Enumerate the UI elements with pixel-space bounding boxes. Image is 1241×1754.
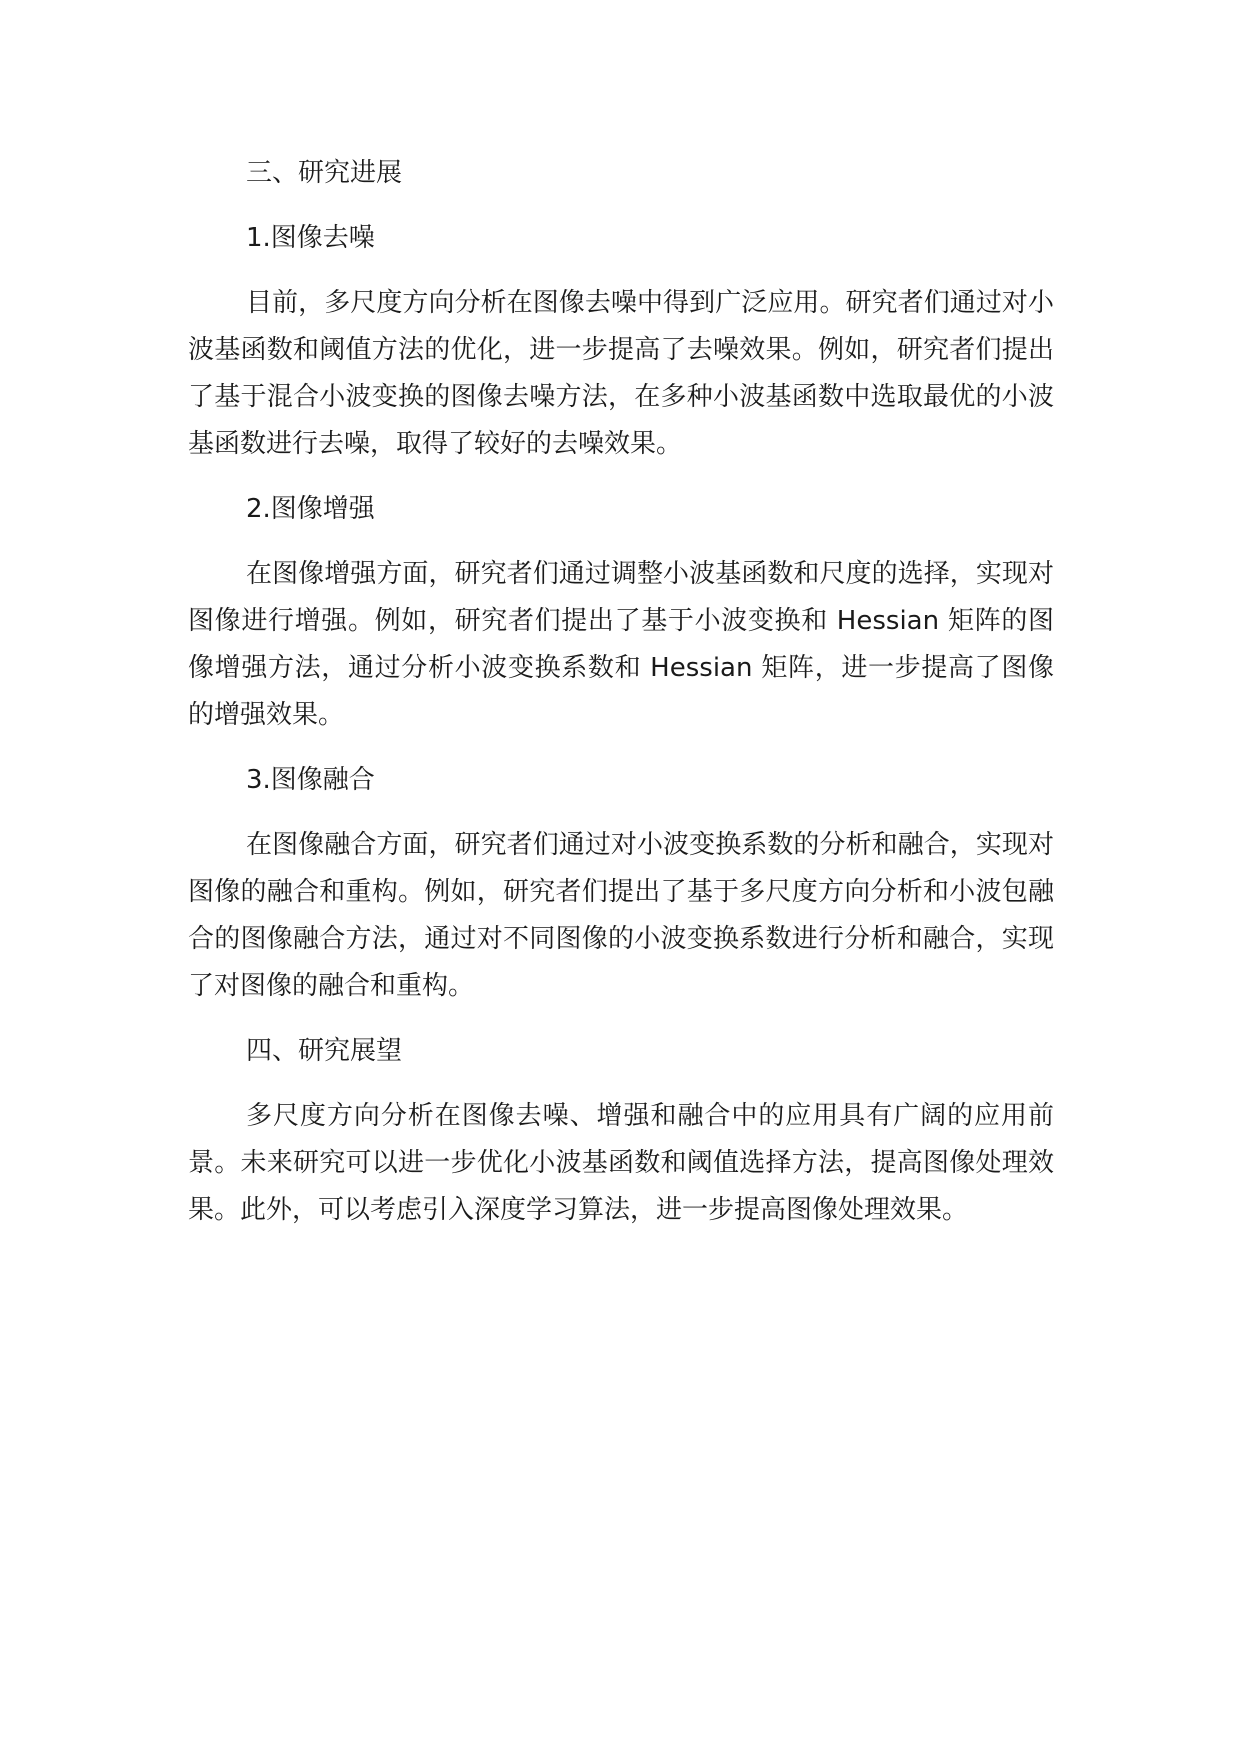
subsection-title-fusion: 3.图像融合 [246, 765, 375, 795]
paragraph-denoising: 目前，多尺度方向分析在图像去噪中得到广泛应用。研究者们通过对小波基函数和阈值方法的优化，进一步提高了去噪效果。例如，研究者们提出了基于混合小波变换的图像去噪方法，在多种小波基函数中选取最优的小波基函数进行去噪，取得了较好的去噪效果。 [188, 288, 1054, 459]
paragraph-fusion: 在图像融合方面，研究者们通过对小波变换系数的分析和融合，实现对图像的融合和重构。例如，研究者们提出了基于多尺度方向分析和小波包融合的图像融合方法，通过对不同图像的小波变换系数进行分析和融合，实现了对图像的融合和重构。 [188, 830, 1054, 1001]
subsection-title-denoising: 1.图像去噪 [246, 223, 375, 253]
section-heading-outlook: 四、研究展望 [246, 1036, 403, 1066]
document-page [188, 150, 1054, 1252]
section-heading-progress: 三、研究进展 [246, 158, 403, 188]
paragraph-outlook: 多尺度方向分析在图像去噪、增强和融合中的应用具有广阔的应用前景。未来研究可以进一步优化小波基函数和阈值选择方法，提高图像处理效果。此外，可以考虑引入深度学习算法，进一步提高图像处理效果。 [188, 1101, 1054, 1225]
paragraph-enhancement: 在图像增强方面，研究者们通过调整小波基函数和尺度的选择，实现对图像进行增强。例如，研究者们提出了基于小波变换和 Hessian 矩阵的图像增强方法，通过分析小波变换系数和 Hessian 矩阵，进一步提高了图像的增强效果。 [188, 559, 1054, 730]
subsection-title-enhancement: 2.图像增强 [246, 494, 375, 524]
